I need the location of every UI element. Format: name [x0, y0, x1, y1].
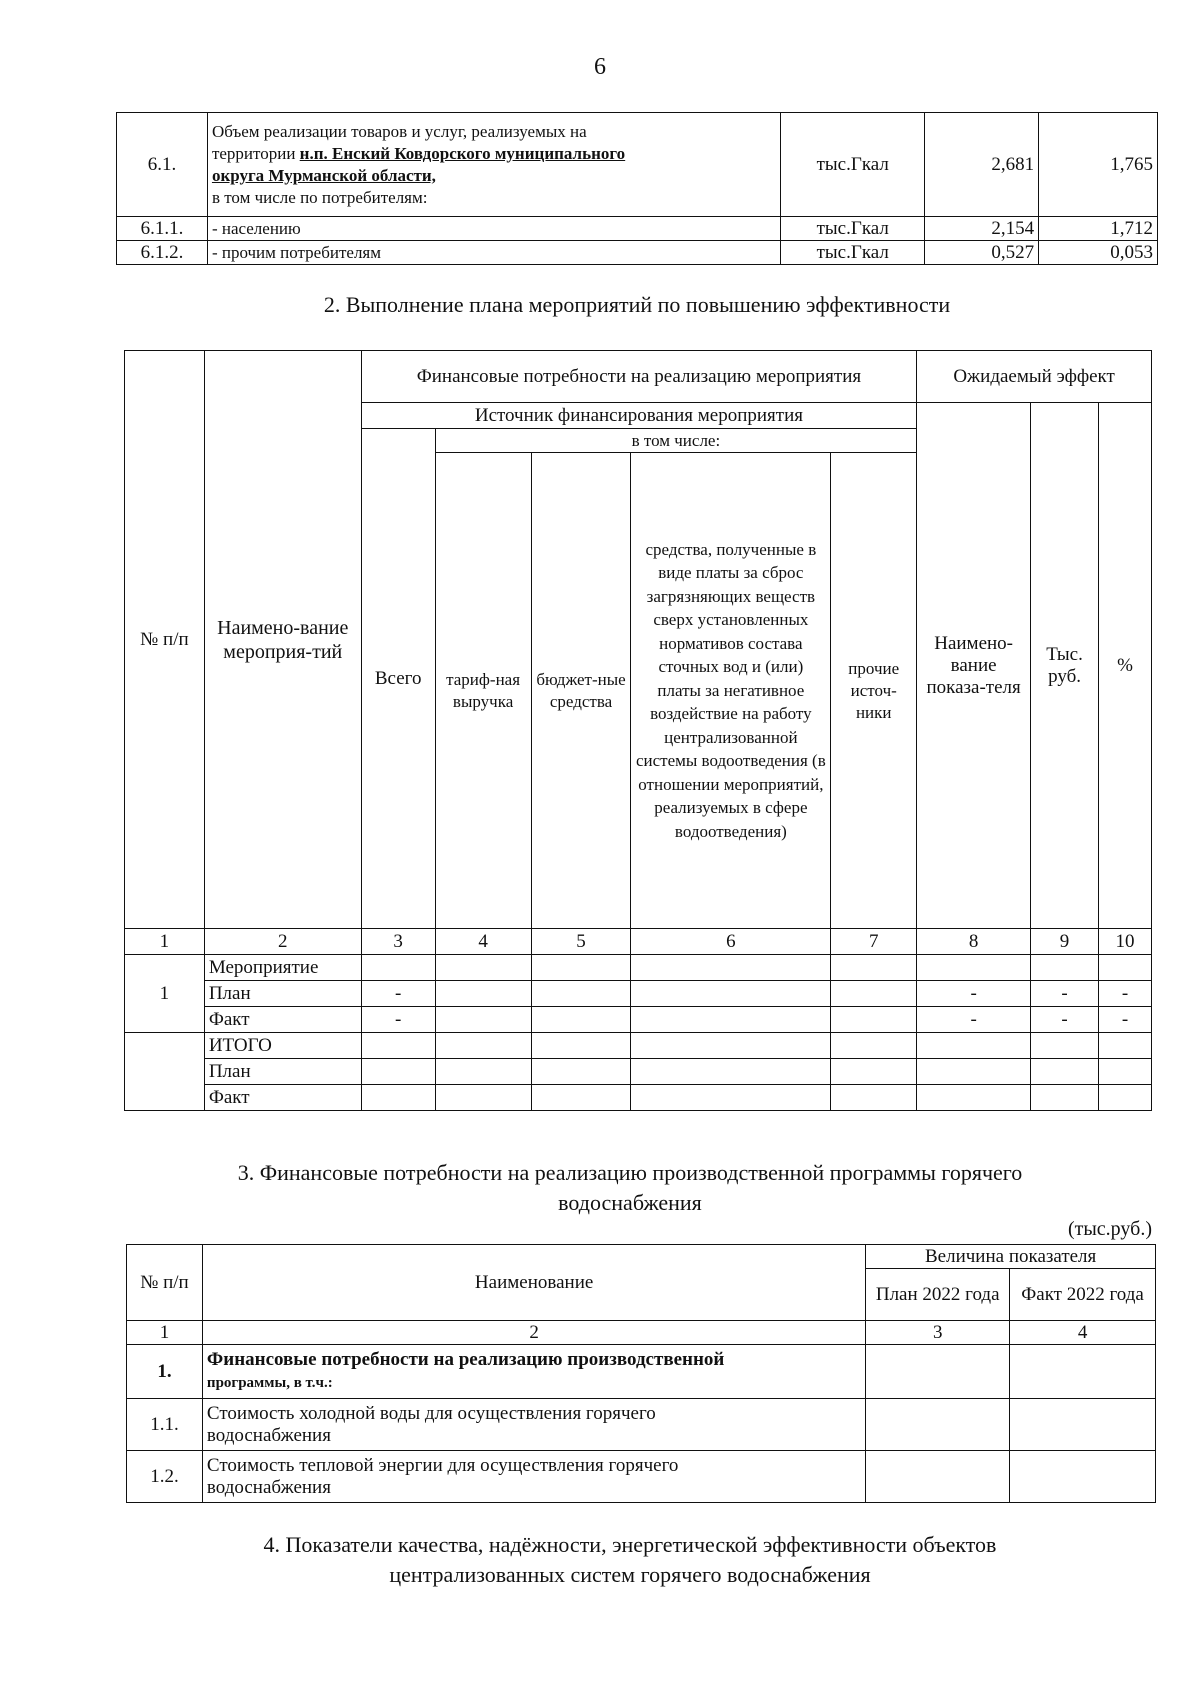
column-numbers-row [127, 1321, 1156, 1345]
table-row [125, 955, 1152, 981]
unit-cell: тыс.Гкал [781, 241, 925, 265]
col-number: 2 [204, 929, 361, 955]
plan-value: 0,527 [925, 241, 1039, 265]
header-indicator-name: Наимено-вание показа-теля [917, 403, 1031, 929]
header-wastewater-funds: средства, полученные в виде платы за сброс загрязняющих веществ сверх установленных нормативов состава сточных вод и (или) платы за негативное воздействие на работу централизованной системы водоотведения (в отношении мероприятий, реализуемых в сфере водоотведения) [631, 453, 831, 929]
header-total: Всего [361, 429, 435, 929]
header-name: Наимено-вание мероприя-тий [204, 351, 361, 929]
section-4-title-line2: централизованных систем горячего водоснабжения [389, 1562, 871, 1587]
unit-cell: тыс.Гкал [781, 113, 925, 217]
row-name: Стоимость холодной воды для осуществления горячего водоснабжения [202, 1399, 865, 1451]
col-number: 6 [631, 929, 831, 955]
row-label: ИТОГО [204, 1033, 361, 1059]
row-name-line: в том числе по потребителям: [211, 187, 428, 207]
header-plan: План 2022 года [866, 1269, 1010, 1321]
row-number: 6.1. [117, 113, 208, 217]
row-label: Мероприятие [204, 955, 361, 981]
row-name: - населению [207, 217, 780, 241]
row-name-line: территории [211, 143, 300, 163]
row-name: Стоимость тепловой энергии для осуществления горячего водоснабжения [202, 1451, 865, 1503]
volume-table [116, 112, 1158, 265]
col-number: 8 [917, 929, 1031, 955]
total-value: - [361, 1007, 435, 1033]
plan-value: 2,681 [925, 113, 1039, 217]
header-expected-effect: Ожидаемый эффект [917, 351, 1152, 403]
row-name: - прочим потребителям [207, 241, 780, 265]
header-value: Величина показателя [866, 1245, 1156, 1269]
fact-value: 1,712 [1039, 217, 1158, 241]
table-row [125, 1059, 1152, 1085]
row-number: 1 [125, 955, 205, 1033]
table-row [125, 981, 1152, 1007]
header-thousand-rub: Тыс. руб. [1031, 403, 1099, 929]
percent-value: - [1099, 981, 1152, 1007]
indicator-value: - [917, 1007, 1031, 1033]
row-label: Факт [204, 1007, 361, 1033]
row-label: План [204, 981, 361, 1007]
row-number: 1. [127, 1345, 203, 1399]
header-financial-needs: Финансовые потребности на реализацию мероприятия [361, 351, 916, 403]
thousand-value: - [1031, 1007, 1099, 1033]
percent-value: - [1099, 1007, 1152, 1033]
col-number: 4 [1010, 1321, 1156, 1345]
header-name: Наименование [202, 1245, 865, 1321]
col-number: 7 [831, 929, 917, 955]
table-row [117, 241, 1158, 265]
col-number: 9 [1031, 929, 1099, 955]
row-number: 1.2. [127, 1451, 203, 1503]
section-4-title-line1: 4. Показатели качества, надёжности, энергетической эффективности объектов [263, 1532, 997, 1557]
col-number: 3 [361, 929, 435, 955]
fact-value: 1,765 [1039, 113, 1158, 217]
col-number: 1 [125, 929, 205, 955]
header-budget-funds: бюджет-ные средства [531, 453, 631, 929]
table-row [125, 1085, 1152, 1111]
indicator-value: - [917, 981, 1031, 1007]
table-row [127, 1399, 1156, 1451]
header-num: № п/п [125, 351, 205, 929]
table-row [127, 1451, 1156, 1503]
fact-value: 0,053 [1039, 241, 1158, 265]
total-value: - [361, 981, 435, 1007]
row-name [202, 1345, 865, 1399]
row-number: 1.1. [127, 1399, 203, 1451]
row-number: 6.1.2. [117, 241, 208, 265]
row-label: План [204, 1059, 361, 1085]
page-number: 6 [594, 54, 606, 80]
col-number: 1 [127, 1321, 203, 1345]
section-2-title: 2. Выполнение плана мероприятий по повышению эффективности [323, 292, 951, 317]
column-numbers-row [125, 929, 1152, 955]
table-row [125, 1033, 1152, 1059]
header-percent: % [1099, 403, 1152, 929]
col-number: 2 [202, 1321, 865, 1345]
thousand-value: - [1031, 981, 1099, 1007]
plan-value: 2,154 [925, 217, 1039, 241]
row-name-line: программы, в т.ч.: [206, 1375, 333, 1391]
table-row [127, 1345, 1156, 1399]
unit-cell: тыс.Гкал [781, 217, 925, 241]
measures-table [124, 350, 1152, 1111]
col-number: 5 [531, 929, 631, 955]
section-3-title-line2: водоснабжения [558, 1190, 702, 1215]
row-name-line: Финансовые потребности на реализацию производственной [206, 1349, 725, 1370]
header-tariff-revenue: тариф-ная выручка [435, 453, 531, 929]
table-row [125, 1007, 1152, 1033]
row-number: 6.1.1. [117, 217, 208, 241]
header-funding-source: Источник финансирования мероприятия [361, 403, 916, 429]
header-fact: Факт 2022 года [1010, 1269, 1156, 1321]
header-num: № п/п [127, 1245, 203, 1321]
col-number: 3 [866, 1321, 1010, 1345]
section-3-title-line1: 3. Финансовые потребности на реализацию производственной программы горячего [237, 1160, 1023, 1185]
row-name [207, 113, 780, 217]
col-number: 10 [1099, 929, 1152, 955]
header-including: в том числе: [435, 429, 917, 453]
settlement-name: н.п. Енский Ковдорского муниципального [299, 143, 626, 163]
row-label: Факт [204, 1085, 361, 1111]
table-row [117, 217, 1158, 241]
col-number: 4 [435, 929, 531, 955]
header-other-sources: прочие источ-ники [831, 453, 917, 929]
unit-label: (тыс.руб.) [1067, 1218, 1152, 1240]
region-name: округа Мурманской области, [211, 165, 436, 185]
row-name-line: Объем реализации товаров и услуг, реализуемых на [211, 121, 587, 141]
hot-water-finance-table [126, 1244, 1156, 1503]
table-row [117, 113, 1158, 217]
